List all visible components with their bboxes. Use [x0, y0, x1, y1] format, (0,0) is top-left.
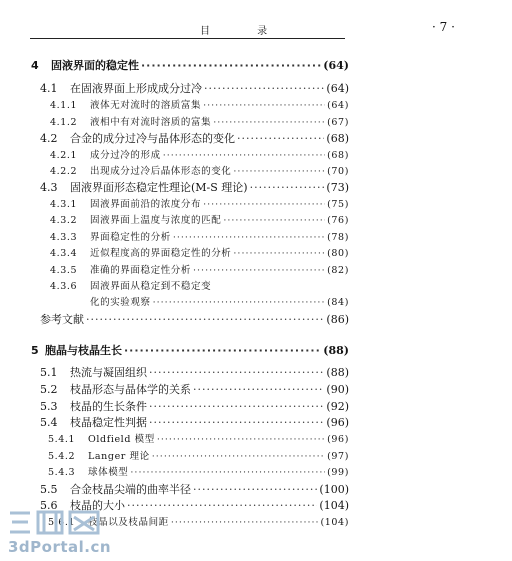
toc-page: (64): [326, 82, 349, 95]
toc-section-5-1[interactable]: [40, 366, 349, 380]
leader-dots: [149, 416, 324, 430]
toc-page: (68): [327, 150, 349, 161]
toc-number: 4.3.5: [50, 265, 78, 276]
leader-dots: [127, 499, 317, 513]
toc-title: 枝晶稳定性判据: [70, 416, 147, 429]
toc-subsection-4-3-6[interactable]: [50, 280, 349, 294]
toc-title: 界面稳定性的分析: [90, 232, 171, 243]
toc-references[interactable]: [40, 313, 349, 327]
toc-title: 合金的成分过冷与晶体形态的变化: [70, 132, 235, 145]
toc-page: (90): [326, 383, 349, 396]
toc-chapter-4[interactable]: [31, 59, 349, 73]
toc-number: 4.2.1: [50, 150, 78, 161]
toc-section-5-4[interactable]: [40, 416, 349, 430]
toc-title: 固液界面形态稳定性理论(M-S 理论): [70, 181, 248, 194]
toc-number: 4.3.6: [50, 281, 78, 292]
leader-dots: [149, 400, 324, 414]
toc-subsection-4-3-1[interactable]: [50, 198, 349, 212]
leader-dots: [203, 198, 325, 212]
toc-section-5-2[interactable]: [40, 383, 349, 397]
watermark-text: 3dPortal.cn: [8, 538, 112, 556]
toc-page: (88): [326, 366, 349, 379]
toc-title: 成分过冷的形成: [90, 150, 161, 161]
toc-number: 4.2: [40, 132, 58, 145]
toc-page: (96): [326, 416, 349, 429]
toc-page: (97): [327, 451, 349, 462]
leader-dots: [171, 516, 319, 530]
leader-dots: [153, 296, 325, 310]
toc-number: 5.4: [40, 416, 58, 429]
leader-dots: [149, 366, 324, 380]
toc-page: (67): [327, 117, 349, 128]
toc-page: (88): [323, 344, 349, 357]
toc-subsection-4-2-1[interactable]: [50, 149, 349, 163]
toc-title: 枝晶以及枝晶间距: [88, 517, 169, 528]
toc-subsection-5-4-1[interactable]: [48, 433, 349, 447]
leader-dots: [213, 116, 325, 130]
toc-number: 4.1.1: [50, 100, 78, 111]
leader-dots: [250, 181, 325, 195]
toc-page: (76): [327, 215, 349, 226]
toc-title: 近似程度高的界面稳定性的分析: [90, 248, 232, 259]
toc-number: 5.2: [40, 383, 58, 396]
toc-subsection-4-3-5[interactable]: [50, 264, 349, 278]
toc-page: (99): [327, 467, 349, 478]
leader-dots: [157, 433, 325, 447]
leader-dots: [124, 344, 321, 358]
toc-title: 枝晶形态与晶体学的关系: [70, 383, 191, 396]
toc-title: 枝晶的大小: [70, 499, 125, 512]
toc-number: 4.3.4: [50, 248, 78, 259]
toc-number: 5.1: [40, 366, 58, 379]
toc-page: (96): [327, 434, 349, 445]
toc-subsection-4-2-2[interactable]: [50, 165, 349, 179]
toc-chapter-5[interactable]: [31, 344, 349, 358]
toc-page: (70): [327, 166, 349, 177]
page-number: · 7 ·: [432, 20, 455, 34]
toc-number: 5.6.1: [48, 517, 76, 528]
toc-subsection-4-3-6-continued[interactable]: [90, 296, 349, 310]
leader-dots: [193, 264, 325, 278]
toc-title: 固液界面的稳定性: [51, 59, 139, 72]
toc-page: (104): [320, 517, 349, 528]
toc-number: 5: [31, 344, 39, 357]
toc-number: 4.2.2: [50, 166, 78, 177]
toc-title: 出现成分过冷后晶体形态的变化: [90, 166, 232, 177]
toc-subsection-4-1-2[interactable]: [50, 116, 349, 130]
toc-number: 5.6: [40, 499, 58, 512]
leader-dots: [163, 149, 325, 163]
toc-number: 5.4.2: [48, 451, 76, 462]
leader-dots: [223, 214, 325, 228]
toc-page: (73): [326, 181, 349, 194]
toc-title: 准确的界面稳定性分析: [90, 265, 192, 276]
toc-page: (78): [327, 232, 349, 243]
leader-dots: [152, 450, 325, 464]
toc-number: 5.4.1: [48, 434, 76, 445]
toc-page: (68): [326, 132, 349, 145]
toc-page: (75): [327, 199, 349, 210]
toc-title: Oldfield 模型: [88, 434, 155, 445]
toc-title: 参考文献: [40, 313, 84, 326]
toc-title: 液体无对流时的溶质富集: [90, 100, 202, 111]
toc-number: 4.3: [40, 181, 58, 194]
toc-page: (82): [327, 265, 349, 276]
toc-subsection-4-3-3[interactable]: [50, 231, 349, 245]
toc-title: 球体模型: [88, 467, 129, 478]
toc-section-4-1[interactable]: [40, 82, 349, 96]
toc-number: 4.3.1: [50, 199, 78, 210]
toc-number: 5.5: [40, 483, 58, 496]
leader-dots: [204, 82, 324, 96]
toc-title: Langer 理论: [88, 451, 150, 462]
toc-page: (80): [327, 248, 349, 259]
toc-subsection-4-1-1[interactable]: [50, 99, 349, 113]
toc-number: 4: [31, 59, 39, 72]
leader-dots: [233, 165, 325, 179]
toc-title: 合金枝晶尖端的曲率半径: [70, 483, 191, 496]
leader-dots: [193, 483, 317, 497]
toc-subsection-5-4-2[interactable]: [48, 450, 349, 464]
toc-number: 4.1.2: [50, 117, 78, 128]
toc-subsection-5-4-3[interactable]: [48, 466, 349, 480]
leader-dots: [173, 231, 325, 245]
watermark-logo-icon: [8, 508, 104, 538]
running-header-title: 目 录: [200, 26, 290, 37]
toc-title: 固液界面上温度与浓度的匹配: [90, 215, 222, 226]
toc-subsection-4-3-4[interactable]: [50, 247, 349, 261]
toc-title: 在固液界面上形成成分过冷: [70, 82, 202, 95]
toc-page: (64): [327, 100, 349, 111]
watermark: [0, 508, 140, 561]
toc-number: 4.1: [40, 82, 58, 95]
toc-title: 化的实验观察: [90, 297, 151, 308]
running-header-rule: [30, 22, 345, 39]
toc-section-5-5[interactable]: [40, 483, 349, 497]
toc-page: (104): [319, 499, 349, 512]
leader-dots: [233, 247, 325, 261]
toc-page: (64): [323, 59, 349, 72]
leader-dots: [203, 99, 325, 113]
leader-dots: [237, 132, 324, 146]
toc-title: 液相中有对流时溶质的富集: [90, 117, 212, 128]
toc-section-4-3[interactable]: [40, 181, 349, 195]
toc-subsection-4-3-2[interactable]: [50, 214, 349, 228]
toc-page: (86): [326, 313, 349, 326]
toc-section-5-3[interactable]: [40, 400, 349, 414]
toc-title: 固液界面前沿的浓度分布: [90, 199, 202, 210]
toc-title: 热流与凝固组织: [70, 366, 147, 379]
toc-page: (84): [327, 297, 349, 308]
toc-page: (100): [319, 483, 349, 496]
toc-number: 5.4.3: [48, 467, 76, 478]
toc-number: 4.3.2: [50, 215, 78, 226]
toc-title: 固液界面从稳定到不稳定变: [90, 281, 212, 292]
toc-section-4-2[interactable]: [40, 132, 349, 146]
toc-title: 胞晶与枝晶生长: [45, 344, 122, 357]
toc-number: 4.3.3: [50, 232, 78, 243]
leader-dots: [130, 466, 325, 480]
leader-dots: [86, 313, 324, 327]
toc-number: 5.3: [40, 400, 58, 413]
leader-dots: [193, 383, 324, 397]
toc-page: (92): [326, 400, 349, 413]
toc-title: 枝晶的生长条件: [70, 400, 147, 413]
leader-dots: [141, 59, 321, 73]
